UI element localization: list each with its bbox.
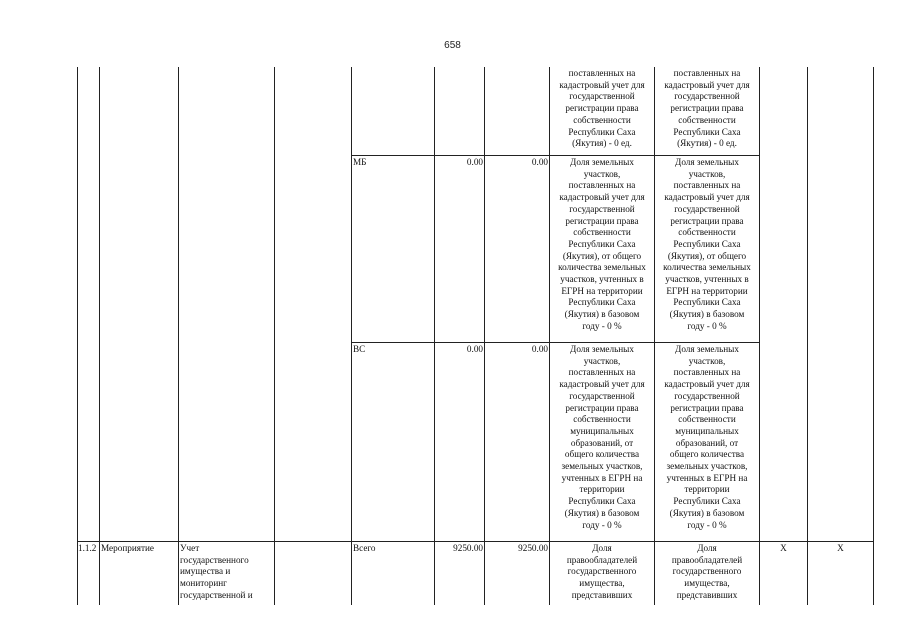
x-mark-cell: X	[780, 543, 787, 553]
row-divider	[351, 342, 759, 343]
table-col-divider	[759, 67, 760, 605]
indicator-plan-cell: поставленных на кадастровый учет для государственной регистрации права собственности Республики Саха (Якутия) - 0 ед.	[559, 68, 645, 149]
amount-plan-cell: 0.00	[466, 157, 483, 167]
amount-fact-cell: 0.00	[531, 344, 548, 354]
indicator-plan-cell: Доля земельных участков, поставленных на кадастровый учет для государственной регистрации права собственности муниципальных образований, от общего количества земельных участков, учтенных в ЕГРН на территории Республики Саха (Якутия) в базовом году - 0 %	[559, 344, 645, 530]
table-col-divider	[484, 67, 485, 605]
table-col-divider	[434, 67, 435, 605]
funding-source-cell: ВС	[353, 344, 366, 354]
x-mark-cell: X	[837, 543, 844, 553]
amount-fact-cell: 9250.00	[518, 543, 548, 553]
table-col-divider	[99, 67, 100, 605]
page-number: 658	[444, 40, 461, 51]
indicator-plan-cell: Доля правообладателей государственного имущества, представивших	[566, 543, 638, 600]
amount-fact-cell: 0.00	[531, 157, 548, 167]
funding-source-cell: Всего	[353, 543, 376, 553]
table-col-divider	[807, 67, 808, 605]
table-col-divider	[178, 67, 179, 605]
indicator-fact-cell: Доля земельных участков, поставленных на кадастровый учет для государственной регистрации права собственности муниципальных образований, от общего количества земельных участков, учтенных в ЕГРН на территории Республики Саха (Якутия) в базовом году - 0 %	[664, 344, 750, 530]
table-col-divider	[274, 67, 275, 605]
amount-plan-cell: 9250.00	[453, 543, 483, 553]
indicator-plan-cell: Доля земельных участков, поставленных на кадастровый учет для государственной регистрации права собственности Республики Саха (Якутия), от общего количества земельных участков, учтенных в ЕГРН на территории Республики Саха (Якутия) в базовом году - 0 %	[558, 157, 646, 331]
indicator-fact-cell: Доля правообладателей государственного имущества, представивших	[671, 543, 743, 600]
row-divider	[77, 541, 874, 542]
table-col-divider	[351, 67, 352, 605]
item-number-cell: 1.1.2	[78, 543, 97, 553]
indicator-fact-cell: Доля земельных участков, поставленных на кадастровый учет для государственной регистрации права собственности Республики Саха (Якутия), от общего количества земельных участков, учтенных в ЕГРН на территории Республики Саха (Якутия) в базовом году - 0 %	[663, 157, 751, 331]
indicator-fact-cell: поставленных на кадастровый учет для государственной регистрации права собственности Республики Саха (Якутия) - 0 ед.	[664, 68, 750, 149]
funding-source-cell: МБ	[353, 157, 367, 167]
item-name-cell: Учет государственного имущества и мониторинг государственной и	[180, 543, 253, 600]
item-type-cell: Мероприятие	[101, 543, 154, 553]
row-divider	[351, 155, 759, 156]
table-border-left	[77, 67, 78, 605]
amount-plan-cell: 0.00	[466, 344, 483, 354]
table-border-right	[873, 67, 874, 605]
